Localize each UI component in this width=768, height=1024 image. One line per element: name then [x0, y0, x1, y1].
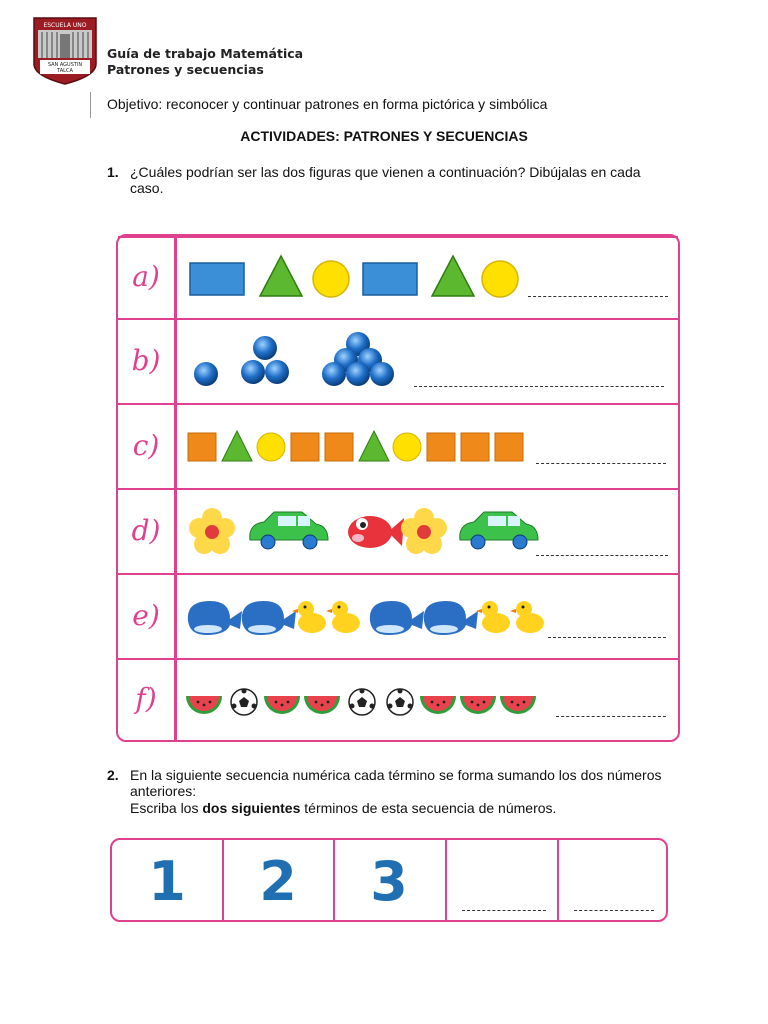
yellow-circle-icon	[257, 433, 285, 461]
soccer-ball-icon	[349, 689, 375, 716]
green-triangle-icon	[432, 256, 474, 296]
answer-line-a[interactable]	[528, 296, 668, 297]
watermelon-icon	[186, 696, 222, 714]
soccer-ball-icon	[231, 689, 257, 716]
watermelon-icon	[500, 696, 536, 714]
blue-ball-icon	[322, 362, 346, 386]
sequence-number-1: 1	[148, 850, 186, 913]
question2-number: 2.	[107, 767, 119, 783]
instruction-suffix: términos de esta secuencia de números.	[300, 800, 557, 816]
worksheet-subtitle: Patrones y secuencias	[107, 62, 264, 77]
watermelon-icon	[460, 696, 496, 714]
blue-ball-icon	[253, 336, 277, 360]
pattern-row-e	[118, 573, 678, 660]
worksheet-title: Guía de trabajo Matemática	[107, 46, 304, 61]
divider	[90, 92, 91, 118]
answer-line-e[interactable]	[548, 637, 666, 638]
blue-ball-icon	[241, 360, 265, 384]
duck-icon	[326, 601, 360, 633]
row-label-f: f)	[135, 682, 157, 715]
question2-text: En la siguiente secuencia numérica cada término se forma sumando los dos números anteriores:	[130, 767, 662, 799]
instruction-prefix: Escriba los	[130, 800, 203, 816]
soccer-ball-icon	[387, 689, 413, 716]
sequence-number-2: 2	[259, 850, 297, 913]
sequence-cell-divider	[557, 840, 559, 920]
activities-title: ACTIVIDADES: PATRONES Y SECUENCIAS	[240, 128, 528, 144]
blue-ball-icon	[370, 362, 394, 386]
fish-icon	[348, 516, 404, 548]
row-label-a: a)	[132, 260, 160, 293]
pattern-row-d	[118, 488, 678, 575]
logo-text-top: ESCUELA UNO	[43, 22, 87, 29]
duck-icon	[510, 601, 544, 633]
pattern-a-shapes	[178, 238, 678, 320]
question1-number: 1.	[107, 164, 119, 180]
question2-instruction	[130, 800, 556, 816]
pattern-e-pictures	[178, 575, 678, 660]
sequence-number-3: 3	[370, 850, 408, 913]
pattern-row-f	[118, 658, 678, 744]
orange-square-icon	[188, 433, 216, 461]
answer-line-f[interactable]	[556, 716, 666, 717]
row-label-e: e)	[132, 599, 160, 632]
pattern-d-pictures	[178, 490, 678, 575]
yellow-circle-icon	[482, 261, 518, 297]
instruction-bold: dos siguientes	[202, 800, 301, 816]
car-icon	[460, 512, 538, 549]
orange-square-icon	[291, 433, 319, 461]
answer-line-c[interactable]	[536, 463, 666, 464]
orange-square-icon	[495, 433, 523, 461]
green-triangle-icon	[260, 256, 302, 296]
blue-rectangle-icon	[190, 263, 244, 295]
car-icon	[250, 512, 328, 549]
blue-ball-icon	[194, 362, 218, 386]
logo-text-bottom: TALCA	[57, 68, 73, 74]
green-triangle-icon	[359, 431, 389, 461]
pattern-f-pictures	[178, 660, 678, 744]
pattern-b-balls	[178, 320, 678, 405]
flower-icon	[189, 508, 235, 554]
pattern-row-c	[118, 403, 678, 490]
answer-blank-5[interactable]	[574, 910, 654, 911]
whale-icon	[370, 601, 424, 635]
logo-text-middle: SAN AGUSTIN	[47, 62, 83, 68]
worksheet-header	[107, 46, 303, 78]
watermelon-icon	[264, 696, 300, 714]
pattern-row-b	[118, 318, 678, 405]
row-label-c: c)	[132, 429, 160, 462]
duck-icon	[292, 601, 326, 633]
row-label-d: d)	[131, 514, 161, 547]
watermelon-icon	[304, 696, 340, 714]
objective-text: Objetivo: reconocer y continuar patrones en forma pictórica y simbólica	[107, 96, 548, 112]
pattern-row-a	[118, 236, 678, 320]
row-label-b: b)	[131, 344, 161, 377]
pattern-table	[116, 234, 680, 742]
answer-blank-4[interactable]	[462, 910, 546, 911]
orange-square-icon	[325, 433, 353, 461]
yellow-circle-icon	[313, 261, 349, 297]
green-triangle-icon	[222, 431, 252, 461]
sequence-table	[110, 838, 668, 922]
blue-ball-icon	[265, 360, 289, 384]
answer-line-d[interactable]	[536, 555, 668, 556]
duck-icon	[476, 601, 510, 633]
whale-icon	[188, 601, 242, 635]
answer-line-b[interactable]	[414, 386, 664, 387]
whale-icon	[242, 601, 296, 635]
whale-icon	[424, 601, 478, 635]
blue-rectangle-icon	[363, 263, 417, 295]
watermelon-icon	[420, 696, 456, 714]
question1-text: ¿Cuáles podrían ser las dos figuras que vienen a continuación? Dibújalas en cada caso.	[130, 164, 641, 196]
pattern-c-shapes	[178, 405, 678, 490]
orange-square-icon	[427, 433, 455, 461]
sequence-cell-divider	[445, 840, 447, 920]
school-logo	[32, 16, 98, 86]
flower-icon	[401, 508, 447, 554]
blue-ball-icon	[346, 362, 370, 386]
yellow-circle-icon	[393, 433, 421, 461]
orange-square-icon	[461, 433, 489, 461]
